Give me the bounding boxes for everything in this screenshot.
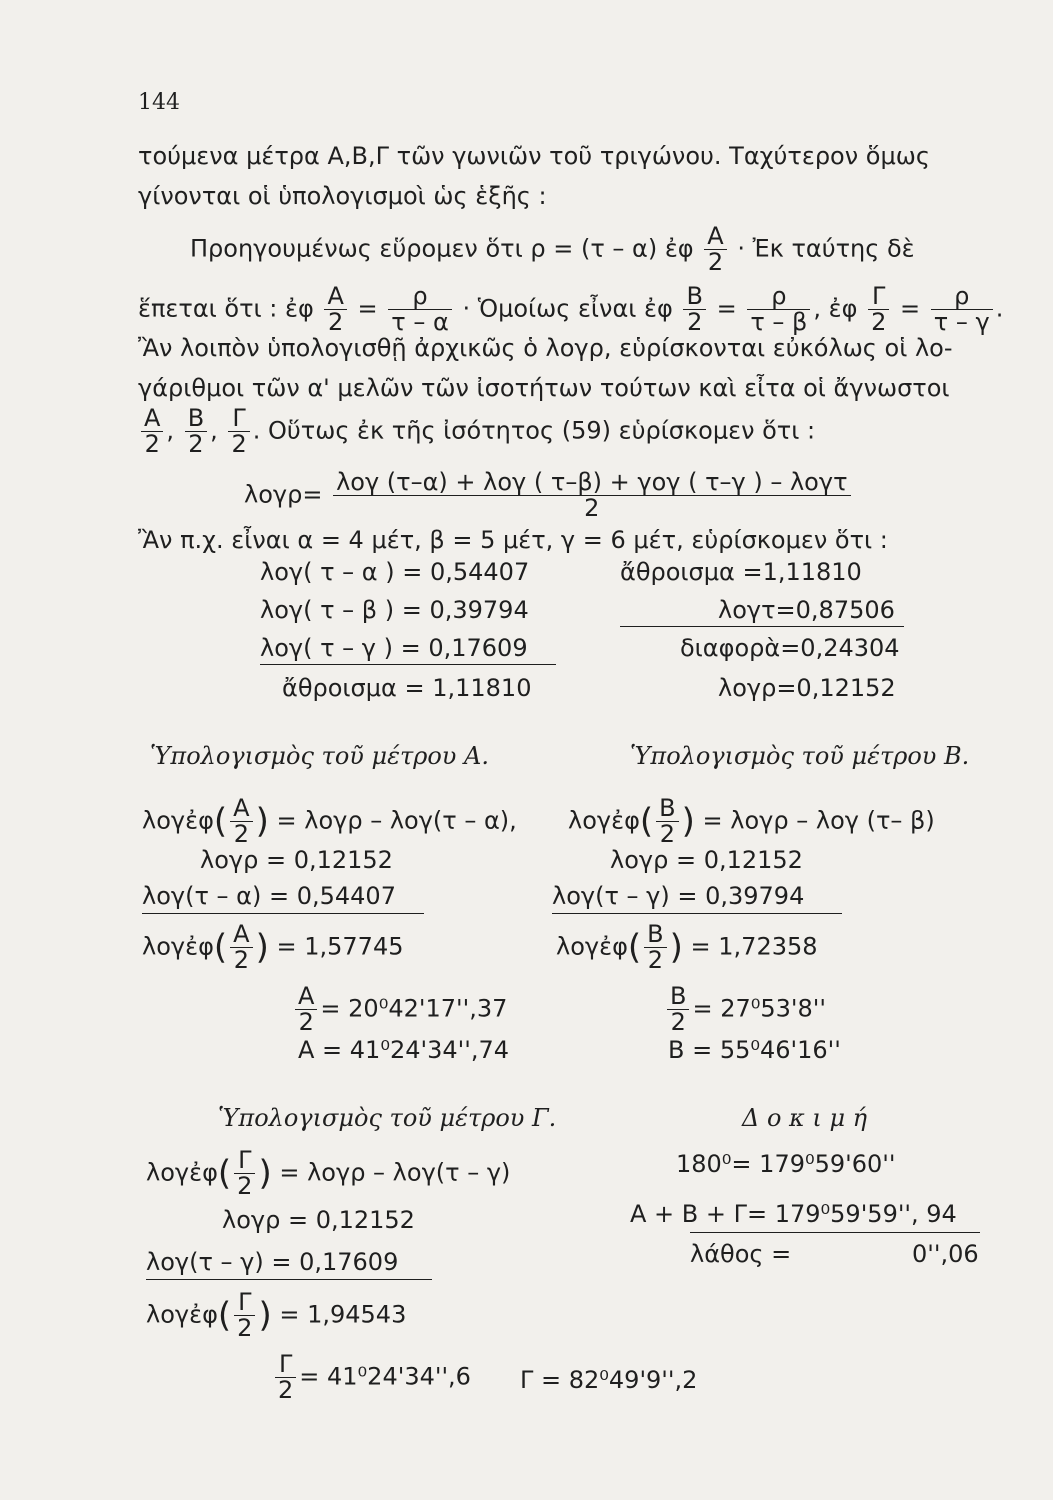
- fraction-b-over-2: $\frac{B}{2}$: [667, 984, 689, 1035]
- check-line-1: 180⁰= 179⁰59'60'': [676, 1150, 896, 1178]
- para-line-7-text: Οὕτως ἐκ τῆς ἰσότητος (59) εὑρίσκομεν ὅτι :: [268, 416, 816, 445]
- g-line-1: [146, 1148, 510, 1199]
- example-right-2: λογτ=0,87506: [718, 596, 895, 624]
- paren-open: (: [639, 801, 654, 842]
- b-line-1-rhs: = λογρ – λογ (τ– β): [702, 806, 935, 835]
- check-line-3-value: 0'',06: [912, 1240, 979, 1268]
- sum-rule-left: [260, 664, 556, 665]
- b-line-6: Β = 55⁰46'16'': [668, 1036, 841, 1064]
- a-line-5: [292, 984, 507, 1035]
- a-line-1: [142, 796, 517, 847]
- g-half-angle: = 41⁰24'34'',6: [299, 1362, 471, 1391]
- g-log-tan: λογἐφ: [146, 1300, 218, 1329]
- para-line-1: τούμενα μέτρα Α,Β,Γ τῶν γωνιῶν τοῦ τριγώνου. Ταχύτερον ὅμως: [138, 142, 930, 170]
- paren-close: ): [669, 927, 683, 968]
- fraction-g-over-2: $\frac{\Gamma}{2}$: [868, 284, 889, 335]
- example-intro: Ἂν π.χ. εἶναι α = 4 μέτ, β = 5 μέτ, γ = 6 μέτ, εὑρίσκομεν ὅτι :: [138, 526, 888, 554]
- g-line-3: λογ(τ – γ) = 0,17609: [146, 1248, 399, 1276]
- fraction-a-over-2: $\frac{A}{2}$: [141, 406, 163, 457]
- fraction-a-over-2: $\frac{A}{2}$: [295, 984, 317, 1035]
- eph-symbol: ἐφ: [828, 294, 858, 323]
- period: .: [252, 416, 261, 445]
- a-half-angle: = 20⁰42'17'',37: [320, 994, 508, 1023]
- heading-measure-a: Ὑπολογισμὸς τοῦ μέτρου Α.: [150, 742, 489, 770]
- example-left-1: λογ( τ – α ) = 0,54407: [260, 558, 530, 586]
- fraction-rho-over-t-a: $\frac{\rho}{\tau - \alpha}$: [388, 284, 452, 335]
- b-half-angle: = 27⁰53'8'': [692, 994, 826, 1023]
- para-line-5: Ἂν λοιπὸν ὑπολογισθῇ ἀρχικῶς ὁ λογρ, εὑρίσκονται εὐκόλως οἱ λο-: [138, 334, 953, 362]
- main-formula: [244, 470, 854, 521]
- a-line-6: Α = 41⁰24'34'',74: [298, 1036, 509, 1064]
- g-line-4: [146, 1290, 406, 1341]
- fraction-rho-over-t-g: $\frac{\rho}{\tau - \gamma}$: [931, 284, 993, 335]
- paren-open: (: [217, 1295, 232, 1336]
- fraction-b-over-2: $\frac{B}{2}$: [644, 922, 666, 973]
- a-line-1-rhs: = λογρ – λογ(τ – α),: [276, 806, 517, 835]
- para-line-3-tail: · Ἐκ ταύτης δὲ: [737, 234, 915, 263]
- a-log-tan: λογἐφ: [142, 932, 214, 961]
- example-right-3: διαφορὰ=0,24304: [680, 634, 900, 662]
- fraction-b-over-2: $\frac{B}{2}$: [185, 406, 207, 457]
- comma: ,: [166, 416, 175, 445]
- fraction-g-over-2: $\frac{\Gamma}{2}$: [275, 1352, 296, 1403]
- b-log-tan: λογἐφ: [568, 806, 640, 835]
- equals-sign: =: [357, 294, 378, 323]
- b-line-2: λογρ = 0,12152: [610, 846, 803, 874]
- fraction-b-over-2: $\frac{B}{2}$: [683, 284, 705, 335]
- equals-sign: =: [716, 294, 737, 323]
- fraction-g-over-2: $\frac{\Gamma}{2}$: [234, 1290, 255, 1341]
- para-line-2: γίνονται οἱ ὑπολογισμοὶ ὡς ἑξῆς :: [138, 182, 547, 210]
- para-line-4-mid: · Ὁμοίως εἶναι ἐφ: [462, 294, 673, 323]
- g-line-2: λογρ = 0,12152: [222, 1206, 415, 1234]
- paren-open: (: [213, 927, 228, 968]
- heading-measure-b: Ὑπολογισμὸς τοῦ μέτρου Β.: [630, 742, 970, 770]
- g-line-4-rhs: = 1,94543: [279, 1300, 407, 1329]
- paren-close: ): [681, 801, 695, 842]
- equals-sign: =: [900, 294, 921, 323]
- fraction-b-over-2: $\frac{B}{2}$: [656, 796, 678, 847]
- check-line-3-label: λάθος =: [690, 1240, 792, 1268]
- fraction-rho-over-t-b: $\frac{\rho}{\tau - \beta}$: [747, 284, 810, 335]
- g-line-5: [272, 1352, 471, 1403]
- example-right-4: λογρ=0,12152: [718, 674, 896, 702]
- period: .: [995, 294, 1004, 323]
- b-line-1: [568, 796, 935, 847]
- fraction-g-over-2: $\frac{\Gamma}{2}$: [234, 1148, 255, 1199]
- fraction-a-over-2: $\frac{A}{2}$: [324, 284, 346, 335]
- b-log-tan: λογἐφ: [556, 932, 628, 961]
- fraction-g-over-2: $\frac{\Gamma}{2}$: [228, 406, 249, 457]
- para-line-6: γάριθμοι τῶν α' μελῶν τῶν ἰσοτήτων τούτων καὶ εἶτα οἱ ἄγνωστοι: [138, 374, 950, 402]
- check-line-2: Α + Β + Γ= 179⁰59'59'', 94: [630, 1200, 957, 1228]
- a-line-3: λογ(τ – α) = 0,54407: [142, 882, 396, 910]
- fraction-a-over-2: $\frac{A}{2}$: [230, 796, 252, 847]
- g-line-6: Γ = 82⁰49'9'',2: [520, 1366, 698, 1394]
- a-log-tan: λογἐφ: [142, 806, 214, 835]
- b-line-3: λογ(τ – γ) = 0,39794: [552, 882, 805, 910]
- formula-numerator: λογ (τ–α) + λογ ( τ–β) + γογ ( τ–γ ) – λογτ: [333, 470, 850, 496]
- heading-check: Δ ο κ ι μ ή: [742, 1104, 868, 1132]
- paren-close: ): [255, 801, 269, 842]
- para-line-3: [190, 224, 915, 275]
- a-line-2: λογρ = 0,12152: [200, 846, 393, 874]
- formula-fraction: [333, 470, 850, 521]
- b-line-4: [556, 922, 818, 973]
- para-line-4: [138, 284, 1003, 335]
- a-rule: [142, 913, 424, 914]
- paren-open: (: [217, 1153, 232, 1194]
- para-line-3-text: Προηγουμένως εὕρομεν ὅτι ρ = (τ – α) ἐφ: [190, 234, 694, 263]
- g-line-1-rhs: = λογρ – λογ(τ – γ): [279, 1158, 511, 1187]
- formula-denominator: 2: [584, 494, 600, 523]
- fraction-a-over-2: $\frac{A}{2}$: [230, 922, 252, 973]
- paren-open: (: [213, 801, 228, 842]
- example-left-4: ἄθροισμα = 1,11810: [282, 674, 532, 702]
- g-rule: [146, 1279, 432, 1280]
- heading-measure-g: Ὑπολογισμὸς τοῦ μέτρου Γ.: [218, 1104, 557, 1132]
- example-right-1: ἄθροισμα =1,11810: [620, 558, 862, 586]
- b-rule: [552, 913, 842, 914]
- example-left-3: λογ( τ – γ ) = 0,17609: [260, 634, 528, 662]
- check-rule: [690, 1232, 980, 1233]
- para-line-7: [138, 406, 815, 457]
- fraction-a-over-2: $\frac{A}{2}$: [704, 224, 726, 275]
- comma: ,: [210, 416, 218, 445]
- g-log-tan: λογἐφ: [146, 1158, 218, 1187]
- paren-open: (: [627, 927, 642, 968]
- comma: ,: [813, 294, 821, 323]
- paren-close: ): [258, 1295, 272, 1336]
- example-left-2: λογ( τ – β ) = 0,39794: [260, 596, 529, 624]
- formula-lhs: λογρ=: [244, 480, 323, 509]
- page-number: 144: [138, 90, 180, 115]
- sum-rule-right: [620, 626, 904, 627]
- b-line-5: [664, 984, 826, 1035]
- para-line-4-text: ἕπεται ὅτι : ἐφ: [138, 294, 314, 323]
- paren-close: ): [255, 927, 269, 968]
- b-line-4-rhs: = 1,72358: [690, 932, 818, 961]
- a-line-4-rhs: = 1,57745: [276, 932, 404, 961]
- paren-close: ): [258, 1153, 272, 1194]
- a-line-4: [142, 922, 403, 973]
